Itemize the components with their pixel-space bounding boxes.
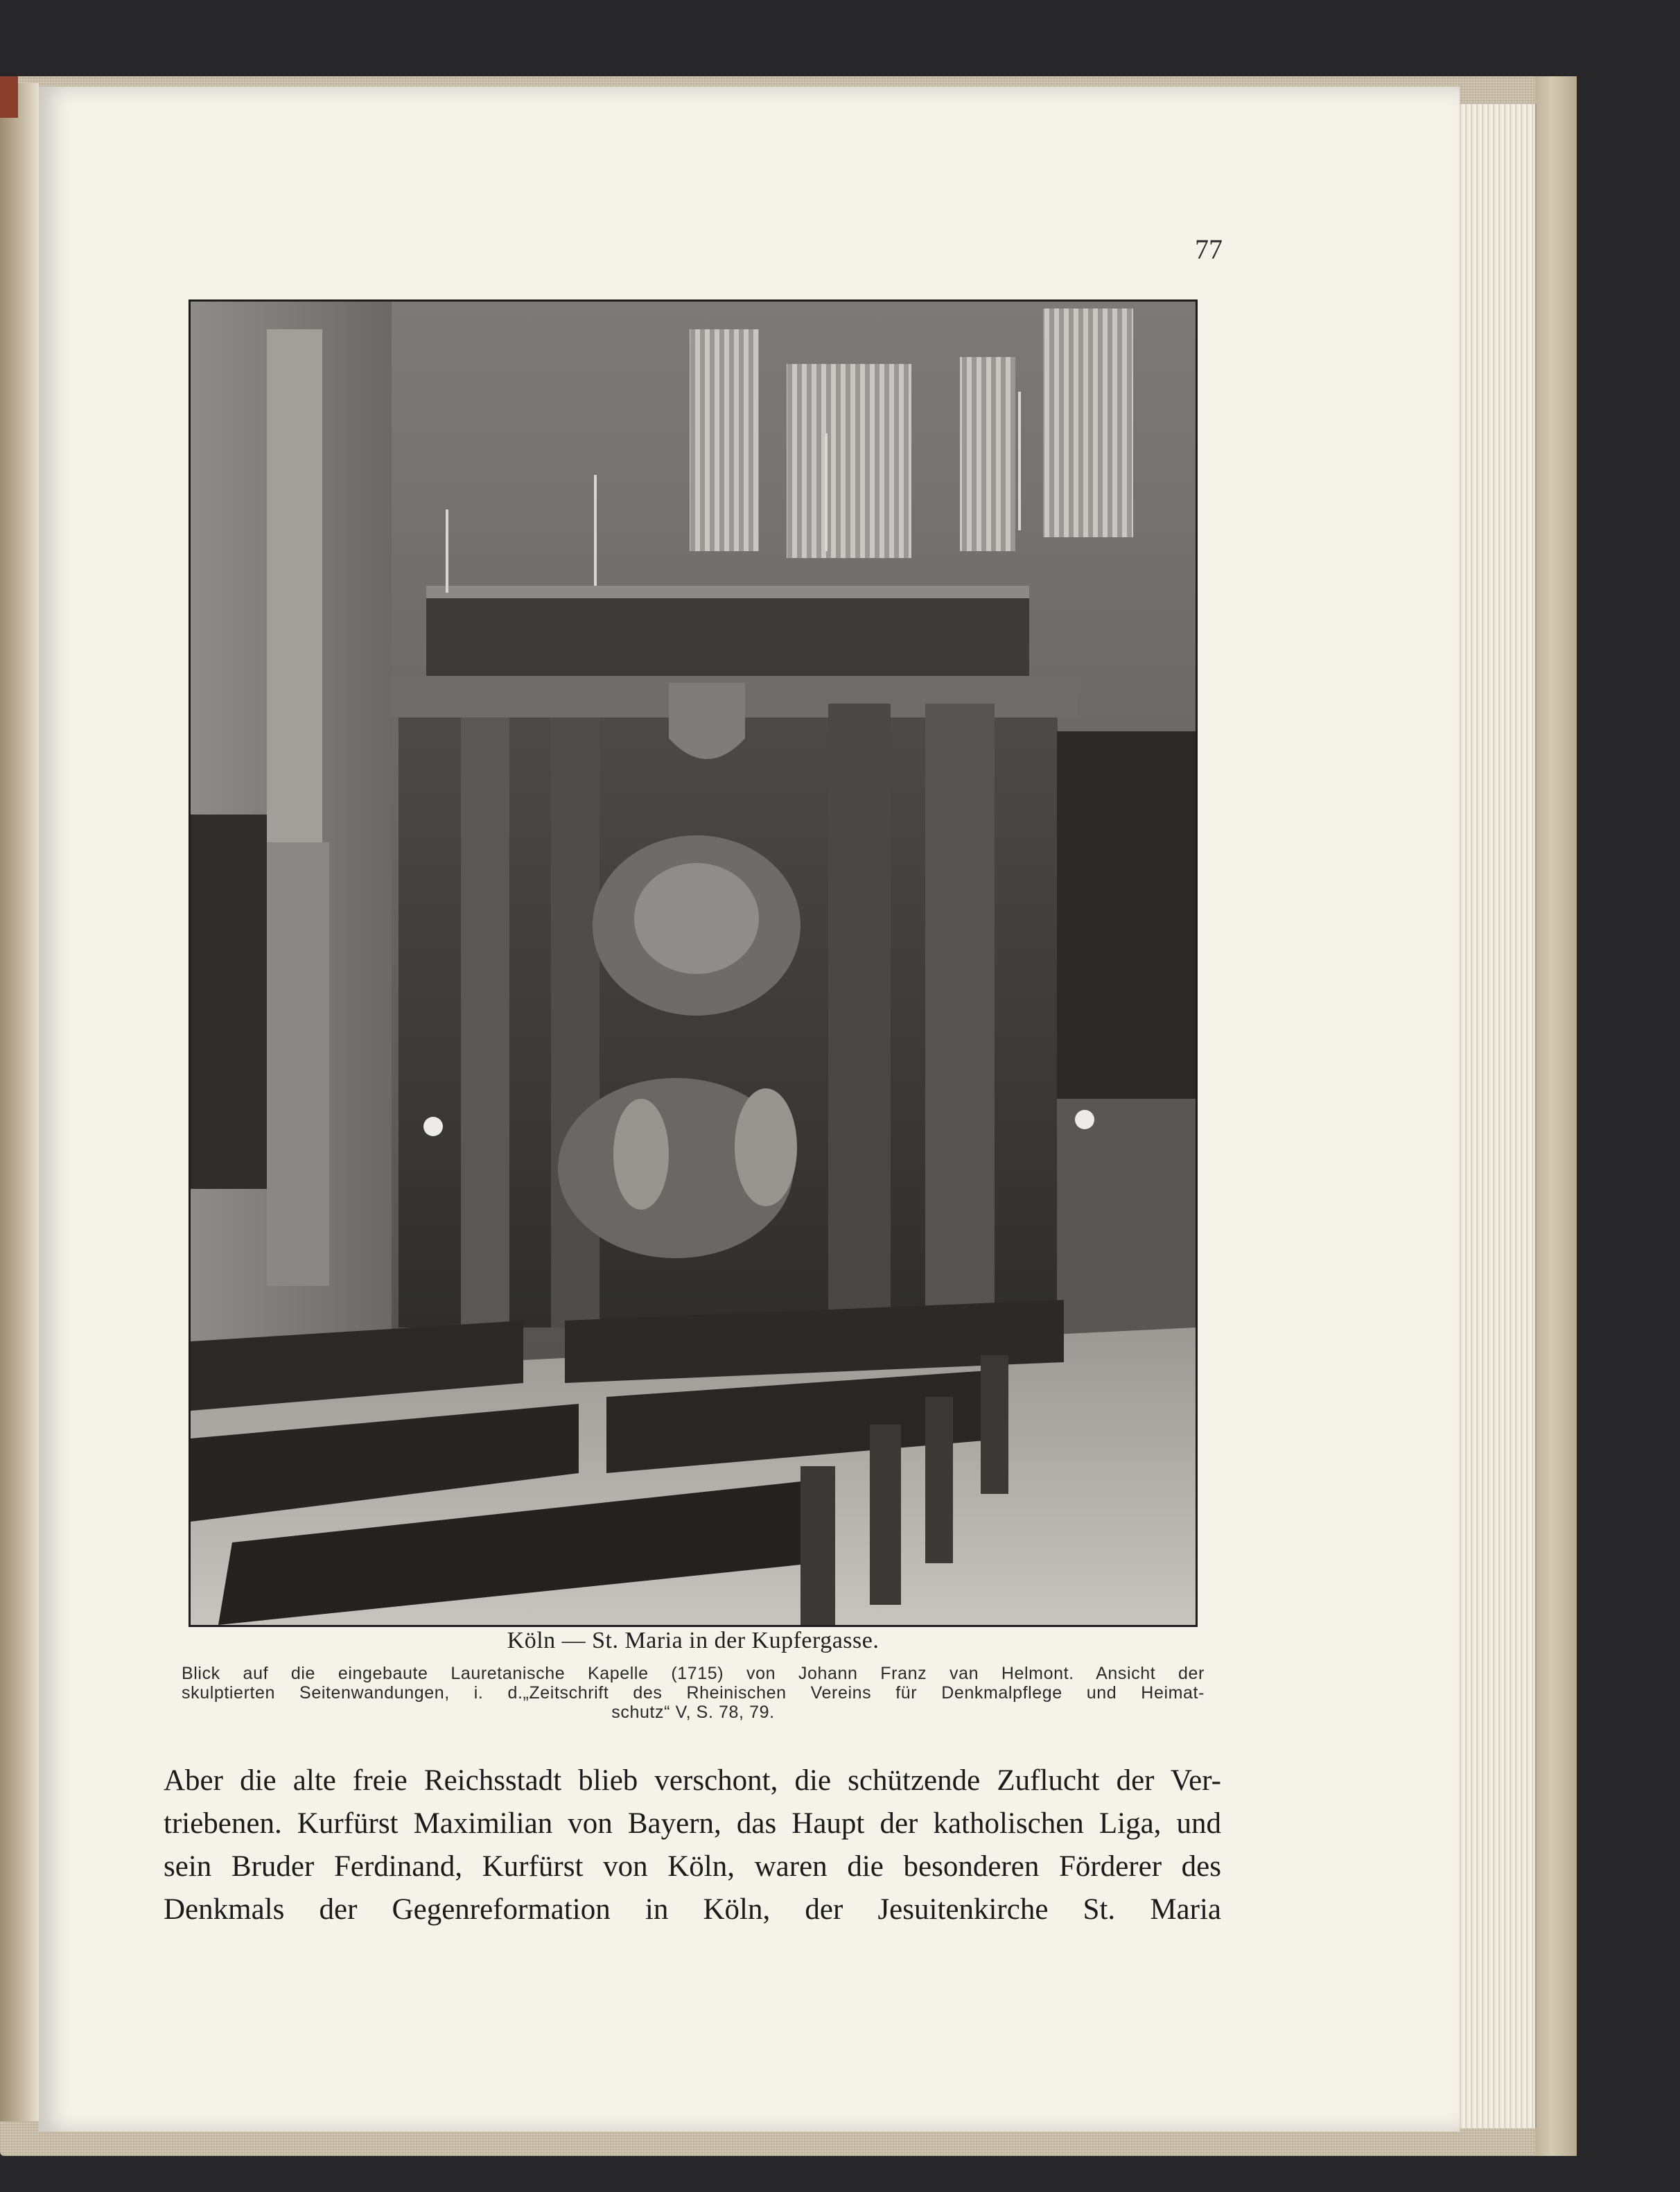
page-edges: [1452, 104, 1537, 2128]
caption-line: Blick auf die eingebaute Lauretanische Kapelle (1715) von Johann Franz van Helmont. Ansicht der: [182, 1664, 1205, 1683]
body-paragraph: [164, 1759, 1221, 1931]
left-page-edge: [0, 83, 39, 2121]
body-line: triebenen. Kurfürst Maximilian von Bayern, das Haupt der katholischen Liga, und: [164, 1807, 1221, 1840]
body-line: Denkmals der Gegenreformation in Köln, der Jesuitenkirche St. Maria: [164, 1893, 1221, 1926]
church-interior-photograph: [189, 299, 1198, 1627]
page-number: 77: [1195, 234, 1223, 265]
caption-line: skulptierten Seitenwandungen, i. d.„Zeitschrift des Rheinischen Vereins für Denkmalpflege und Heimat-: [182, 1683, 1205, 1703]
caption-title: Köln — St. Maria in der Kupfergasse.: [507, 1628, 880, 1653]
book-spine: [1535, 76, 1577, 2156]
body-line: Aber die alte freie Reichsstadt blieb verschont, die schützende Zuflucht der Ver-: [164, 1764, 1221, 1797]
body-line: sein Bruder Ferdinand, Kurfürst von Köln, waren die besonderen Förderer des: [164, 1850, 1221, 1883]
caption-body: [182, 1664, 1205, 1722]
photo-illustration: [191, 302, 1196, 1625]
caption-line: schutz“ V, S. 78, 79.: [611, 1703, 775, 1722]
left-cover-corner: [0, 76, 18, 118]
